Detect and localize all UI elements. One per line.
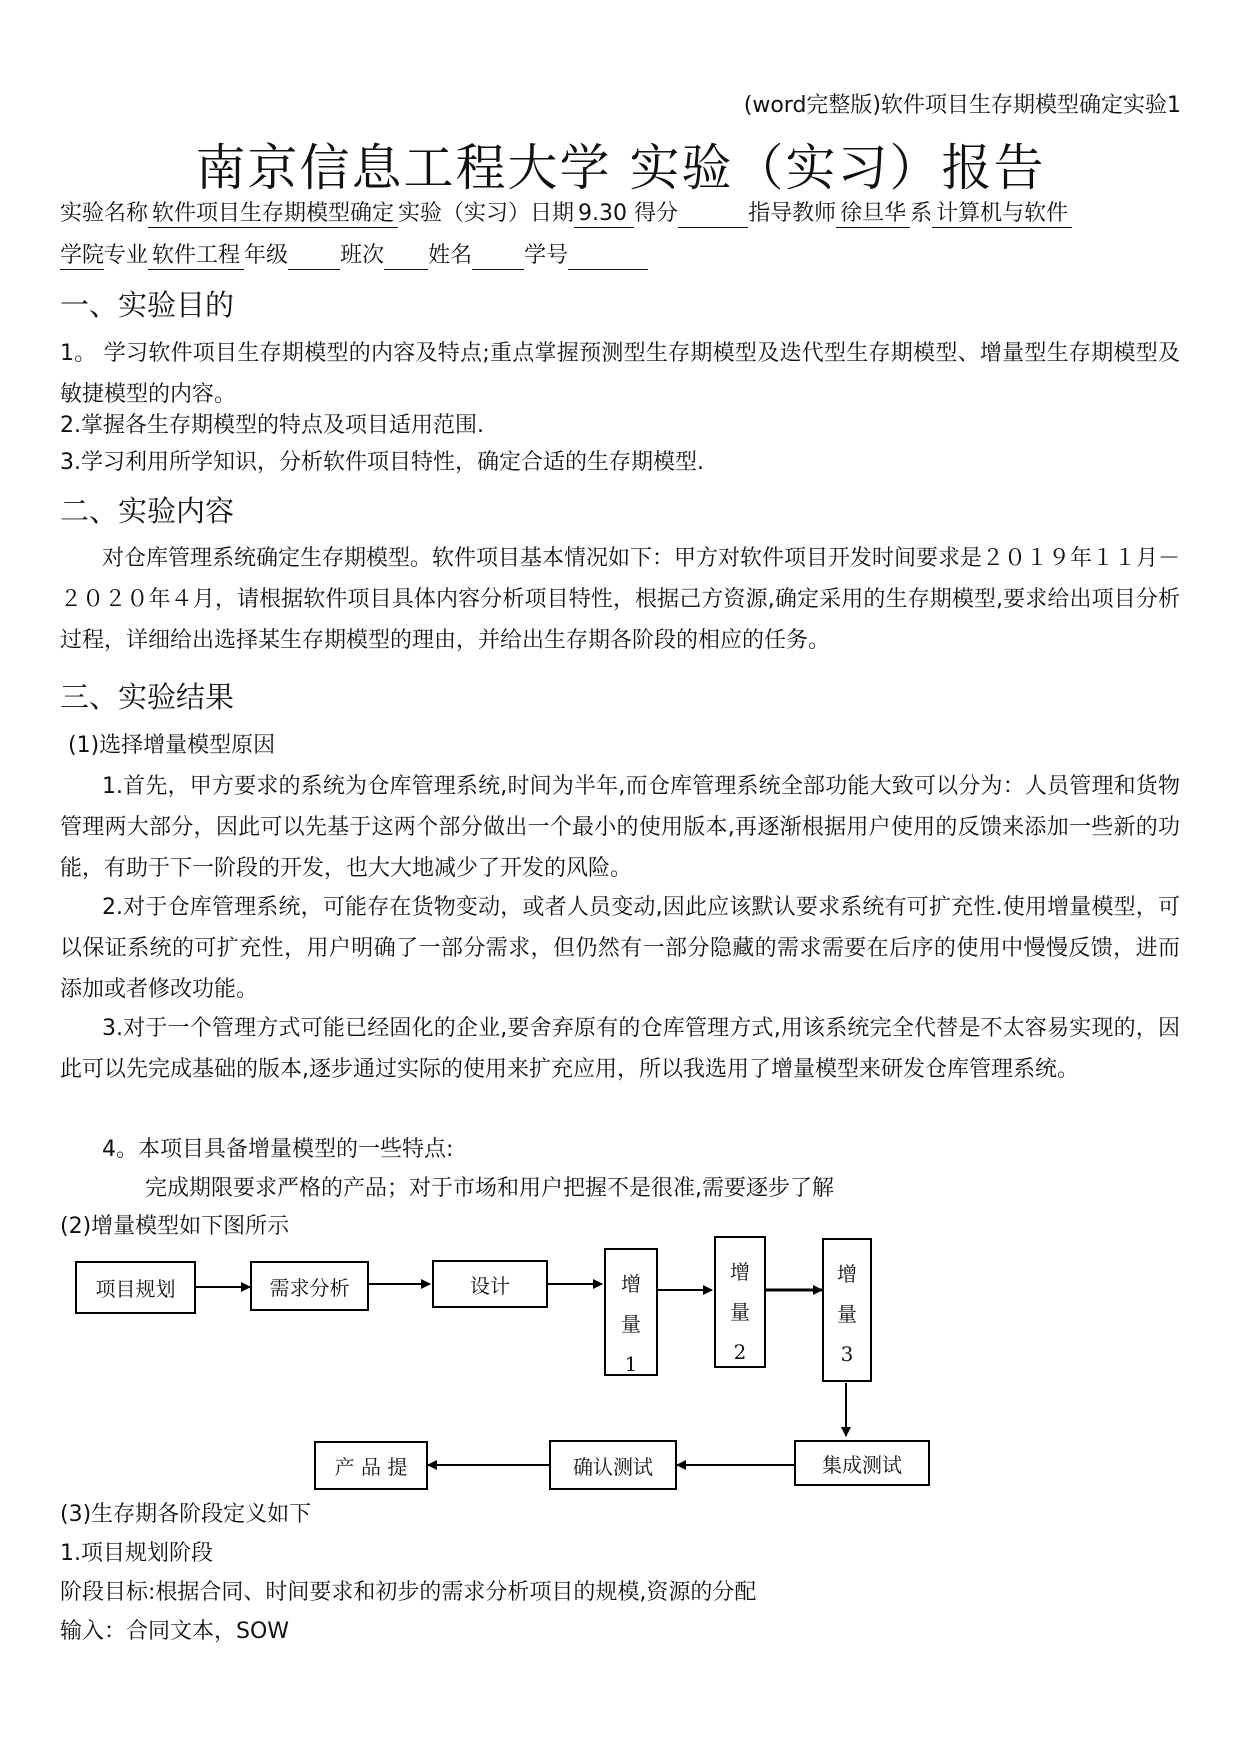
date-value: 9.30 (574, 201, 634, 228)
major-label: 专业 (104, 243, 149, 268)
dept-label: 系 (910, 201, 933, 226)
inc3-char-2: 量 (837, 1302, 857, 1326)
section-1-heading: 一、实验目的 (60, 288, 235, 322)
report-title: 南京信息工程大学 实验（实习）报告 (195, 139, 1046, 197)
inc2-char-3: 2 (733, 1340, 747, 1364)
section-2-heading: 二、实验内容 (60, 494, 235, 528)
reason-4-detail: 完成期限要求严格的产品；对于市场和用户把握不是很准,需要逐步了解 (145, 1176, 834, 1201)
diagram-box-design: 设计 (432, 1260, 548, 1308)
inc1-char-3: 1 (624, 1352, 638, 1376)
grade-label: 年级 (244, 243, 289, 268)
running-header: (word完整版)软件项目生存期模型确定实验1 (743, 93, 1181, 118)
class-label: 班次 (340, 243, 385, 268)
reason-3: 3.对于一个管理方式可能已经固化的企业,要舍弃原有的仓库管理方式,用该系统完全代替是不太容易实现的，因此可以先完成基础的版本,逐步通过实际的使用来扩充应用，所以我选用了增量模型来研发仓库管理系统。 (60, 1016, 1180, 1082)
diagram-box-increment-3 (822, 1238, 872, 1382)
teacher-value: 徐旦华 (836, 201, 910, 228)
phase-1-goal: 阶段目标:根据合同、时间要求和初步的需求分析项目的规模,资源的分配 (60, 1580, 757, 1605)
section-3-heading: 三、实验结果 (60, 680, 235, 714)
section-2-paragraph: 对仓库管理系统确定生存期模型。软件项目基本情况如下：甲方对软件项目开发时间要求是２０１９年１１月－２０２０年４月，请根据软件项目具体内容分析项目特性，根据己方资源,确定采用的生存期模型,要求给出项目分析过程，详细给出选择某生存期模型的理由，并给出生存期各阶段的相应的任务。 (60, 546, 1181, 653)
student-name-label: 姓名 (428, 243, 473, 268)
diagram-box-plan: 项目规划 (75, 1261, 196, 1314)
diagram-box-product: 产 品 提 (314, 1441, 428, 1490)
inc3-char-1: 增 (837, 1262, 857, 1286)
subheading-reasons: (1)选择增量模型原因 (68, 733, 276, 758)
section-1-item-3: 3.学习利用所学知识，分析软件项目特性，确定合适的生存期模型. (60, 450, 704, 475)
teacher-label: 指导教师 (748, 201, 837, 226)
diagram-box-increment-2 (714, 1236, 766, 1368)
score-label: 得分 (634, 201, 679, 226)
inc2-char-2: 量 (730, 1300, 750, 1324)
dept-value: 计算机与软件 (932, 201, 1072, 228)
diagram-box-increment-1 (604, 1248, 658, 1376)
phase-1-input: 输入：合同文本，SOW (60, 1619, 290, 1644)
experiment-name-label: 实验名称 (60, 201, 149, 226)
reason-2: 2.对于仓库管理系统，可能存在货物变动，或者人员变动,因此应该默认要求系统有可扩充性.使用增量模型，可以保证系统的可扩充性，用户明确了一部分需求，但仍然有一部分隐藏的需求需要在后序的使用中慢慢反馈，进而添加或者修改功能。 (60, 895, 1180, 1002)
phase-1-title: 1.项目规划阶段 (60, 1541, 213, 1566)
inc1-char-1: 增 (621, 1272, 641, 1296)
major-value: 软件工程 (148, 243, 244, 270)
section-1-item-1: 1。 学习软件项目生存期模型的内容及特点;重点掌握预测型生存期模型及迭代型生存期模型、增量型生存期模型及敏捷模型的内容。 (60, 341, 1180, 407)
reason-1: 1.首先，甲方要求的系统为仓库管理系统,时间为半年,而仓库管理系统全部功能大致可以分为：人员管理和货物管理两大部分，因此可以先基于这两个部分做出一个最小的使用版本,再逐渐根据用户使用的反馈来添加一些新的功能，有助于下一阶段的开发，也大大地减少了开发的风险。 (60, 774, 1180, 881)
inc3-char-3: 3 (840, 1342, 854, 1366)
inc1-char-2: 量 (621, 1312, 641, 1336)
inc2-char-1: 增 (730, 1260, 750, 1284)
date-label: 实验（实习）日期 (398, 201, 575, 226)
dept-value-continued: 学院 (60, 243, 104, 270)
reason-4: 4。本项目具备增量模型的一些特点: (102, 1137, 454, 1162)
diagram-box-integration-test: 集成测试 (794, 1440, 930, 1486)
subheading-diagram: (2)增量模型如下图所示 (60, 1214, 290, 1239)
section-1-item-2: 2.掌握各生存期模型的特点及项目适用范围. (60, 413, 484, 438)
diagram-box-requirements: 需求分析 (250, 1261, 369, 1311)
student-id-label: 学号 (524, 243, 569, 268)
experiment-name-value: 软件项目生存期模型确定 (148, 201, 398, 228)
subheading-phases: (3)生存期各阶段定义如下 (60, 1502, 312, 1527)
diagram-box-confirmation-test: 确认测试 (549, 1440, 677, 1490)
